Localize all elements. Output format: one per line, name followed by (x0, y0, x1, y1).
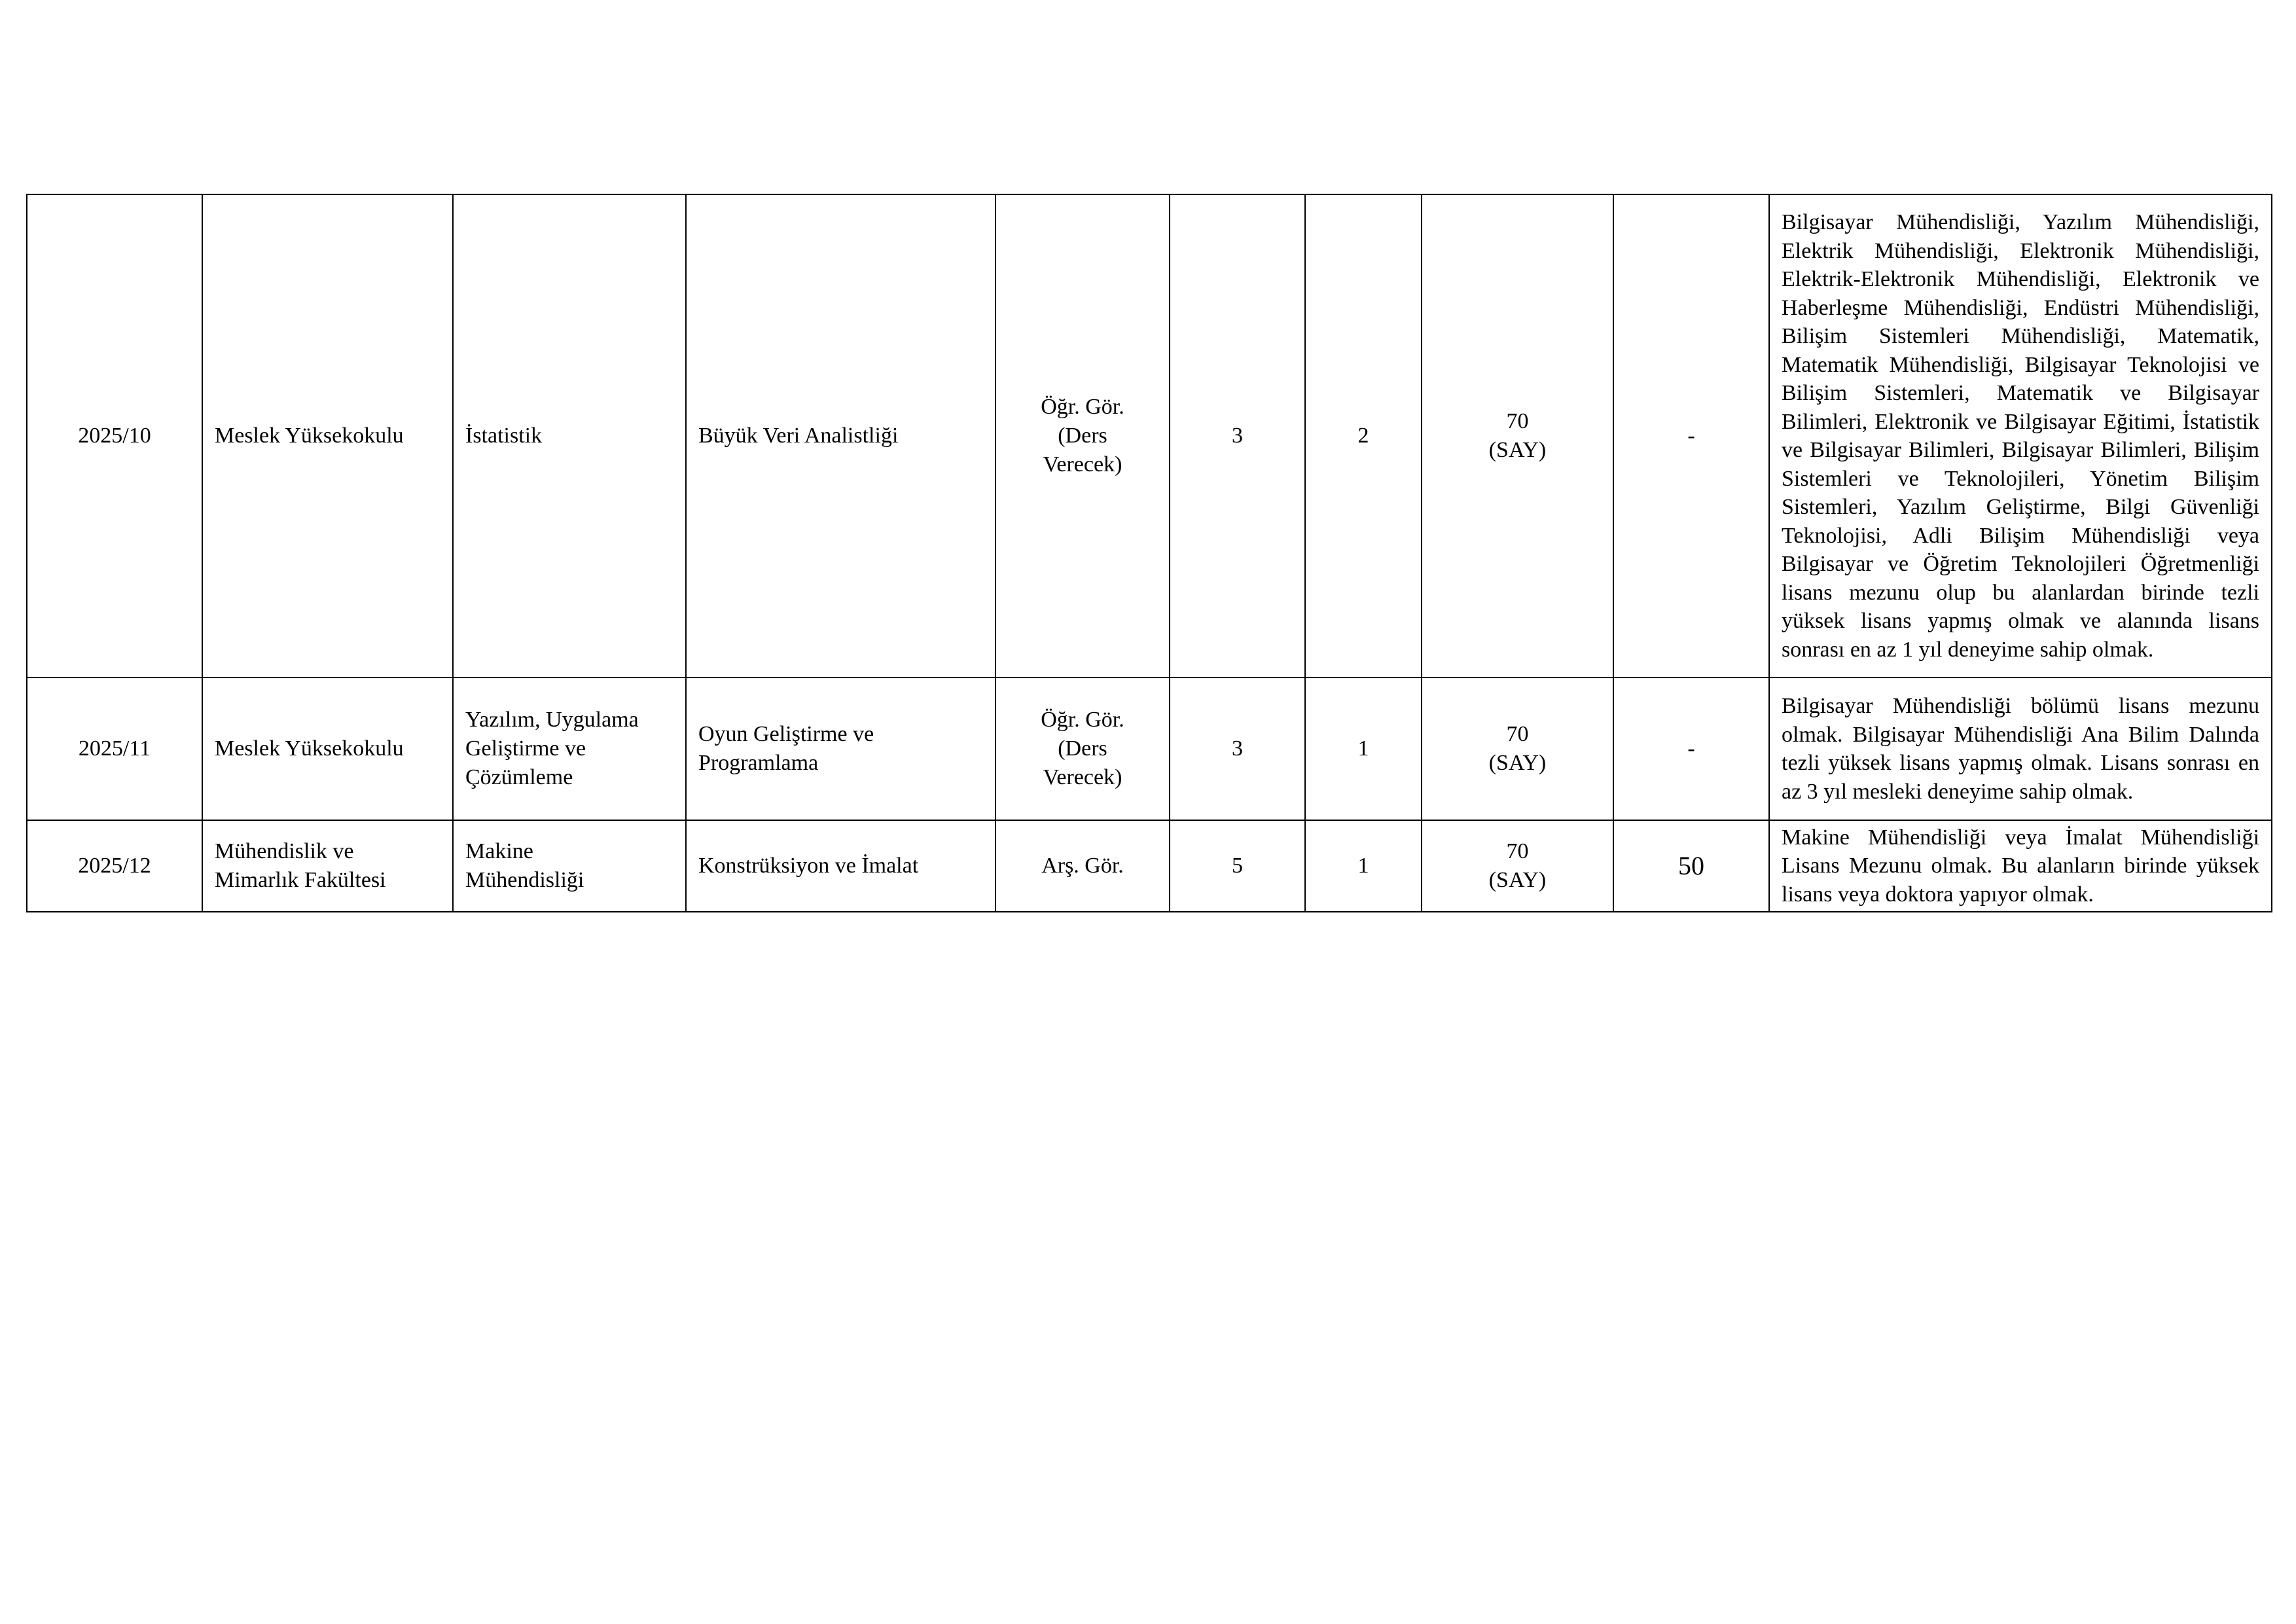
adet-cell: 1 (1305, 677, 1422, 820)
ales-score: 70 (1506, 839, 1529, 863)
ales-type: (SAY) (1488, 438, 1547, 462)
bolum-line: Çözümleme (465, 765, 573, 789)
bolum-cell (453, 820, 686, 912)
anabilim-dali-cell: Konstrüksiyon ve İmalat (686, 820, 996, 912)
bolum-line: Makine (465, 839, 533, 863)
birim-line: Mimarlık Fakültesi (215, 868, 386, 892)
academic-positions-table (26, 194, 2272, 912)
kadro-unvani-cell (996, 677, 1170, 820)
yabanci-dil-cell: - (1613, 194, 1769, 677)
table-row (27, 677, 2272, 820)
bolum-line: Yazılım, Uygulama (465, 708, 639, 732)
bolum-line: Geliştirme ve (465, 736, 586, 761)
ales-cell (1422, 677, 1613, 820)
ales-cell (1422, 194, 1613, 677)
ozel-sartlar-cell: Makine Mühendisliği veya İmalat Mühendisliği Lisans Mezunu olmak. Bu alanların birinde yüksek lisans veya doktora yapıyor olmak. (1769, 820, 2272, 912)
ales-type: (SAY) (1488, 868, 1547, 892)
yabanci-dil-cell: 50 (1613, 820, 1769, 912)
ales-score: 70 (1506, 722, 1529, 746)
anabilim-dali-line: Oyun Geliştirme ve (698, 722, 874, 746)
bolum-cell: İstatistik (453, 194, 686, 677)
bolum-line: Mühendisliği (465, 868, 584, 892)
derece-cell: 5 (1170, 820, 1305, 912)
ales-cell (1422, 820, 1613, 912)
anabilim-dali-line: Programlama (698, 751, 819, 775)
ales-score: 70 (1506, 409, 1529, 433)
birim-cell (202, 820, 453, 912)
kadro-unvani-line: (Ders (1058, 424, 1107, 448)
anabilim-dali-cell (686, 677, 996, 820)
birim-line: Mühendislik ve (215, 839, 354, 863)
kadro-unvani-line: Verecek) (1043, 765, 1122, 789)
kadro-unvani-line: Verecek) (1043, 452, 1122, 477)
ilan-no-cell: 2025/10 (27, 194, 202, 677)
ozel-sartlar-cell: Bilgisayar Mühendisliği bölümü lisans mezunu olmak. Bilgisayar Mühendisliği Ana Bilim Dalında tezli yüksek lisans yapmış olmak. Lisans sonrası en az 3 yıl mesleki deneyime sahip olmak. (1769, 677, 2272, 820)
ilan-no-cell: 2025/11 (27, 677, 202, 820)
adet-cell: 1 (1305, 820, 1422, 912)
derece-cell: 3 (1170, 194, 1305, 677)
kadro-unvani-cell (996, 194, 1170, 677)
ilan-no-cell: 2025/12 (27, 820, 202, 912)
kadro-unvani-line: Öğr. Gör. (1041, 708, 1124, 732)
adet-cell: 2 (1305, 194, 1422, 677)
ozel-sartlar-cell: Bilgisayar Mühendisliği, Yazılım Mühendisliği, Elektrik Mühendisliği, Elektronik Mühendisliği, Elektrik-Elektronik Mühendisliği, Elektronik ve Haberleşme Mühendisliği, Endüstri Mühendisliği, Bilişim Sistemleri Mühendisliği, Matematik, Matematik Mühendisliği, Bilgisayar Teknolojisi ve Bilişim Sistemleri, Matematik ve Bilgisayar Bilimleri, Elektronik ve Bilgisayar Eğitimi, İstatistik ve Bilgisayar Bilimleri, Bilgisayar Bilimleri, Bilişim Sistemleri ve Teknolojileri, Yönetim Bilişim Sistemleri, Yazılım Geliştirme, Bilgi Güvenliği Teknolojisi, Adli Bilişim Mühendisliği veya Bilgisayar ve Öğretim Teknolojileri Öğretmenliği lisans mezunu olup bu alanlardan birinde tezli yüksek lisans yapmış olmak ve alanında lisans sonrası en az 1 yıl deneyime sahip olmak. (1769, 194, 2272, 677)
bolum-cell (453, 677, 686, 820)
table-row (27, 820, 2272, 912)
birim-cell: Meslek Yüksekokulu (202, 677, 453, 820)
kadro-unvani-line: (Ders (1058, 736, 1107, 761)
birim-cell: Meslek Yüksekokulu (202, 194, 453, 677)
kadro-unvani-line: Öğr. Gör. (1041, 395, 1124, 419)
yabanci-dil-cell: - (1613, 677, 1769, 820)
derece-cell: 3 (1170, 677, 1305, 820)
kadro-unvani-cell: Arş. Gör. (996, 820, 1170, 912)
anabilim-dali-cell: Büyük Veri Analistliği (686, 194, 996, 677)
table-row (27, 194, 2272, 677)
ales-type: (SAY) (1488, 751, 1547, 775)
